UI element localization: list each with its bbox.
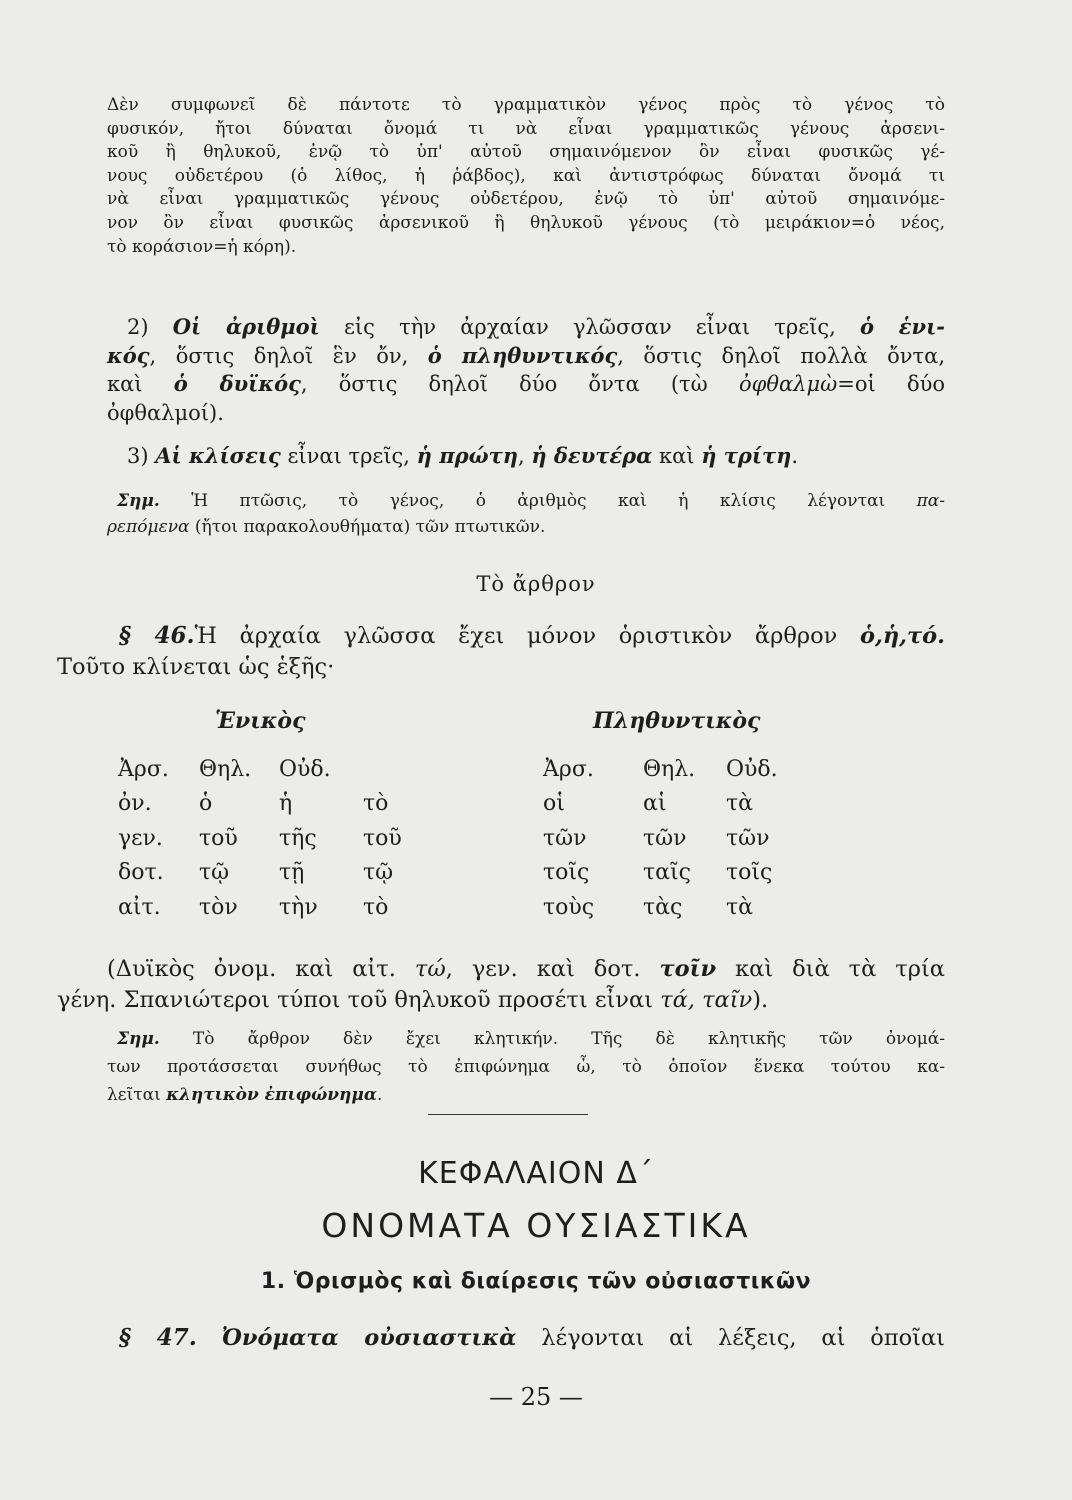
intro-line: νὰ εἶναι γραμματικῶς γένους οὐδετέρου, ἐνῷ τὸ ὑπ' αὐτοῦ σημαινόμε- (107, 189, 945, 210)
vocative-interjection-term: κλητικὸν ἐπιφώνημα (166, 1085, 377, 1105)
gender-header: Οὐδ. (279, 756, 331, 782)
section-46 (57, 620, 945, 683)
note2-l3-text: λεῖται (107, 1085, 167, 1105)
note-1 (107, 488, 945, 540)
dual-line-1 (57, 954, 945, 985)
form-cell: τὴν (279, 894, 318, 920)
subsection-heading: 1. Ὁρισμὸς καὶ διαίρεσις τῶν οὐσιαστικῶν (260, 1269, 812, 1294)
note2-line-3 (107, 1081, 945, 1109)
intro-line: φυσικόν, ἤτοι δύναται ὄνομά τι νὰ εἶναι γραμματικῶς γένους ἀρσενι- (107, 118, 945, 139)
intro-line: νους οὐδετέρου (ὁ λίθος, ἡ ῥάβδος), καὶ ἀντιστρόφως δύναται ὄνομά τι (107, 165, 945, 186)
numbers-line-2 (107, 342, 945, 371)
form-cell: τῶν (543, 825, 587, 851)
declensions-term: Αἱ κλίσεις (155, 443, 281, 468)
section47-line-1 (107, 1322, 945, 1354)
table-header-row (118, 752, 806, 787)
note1-l2-it: ρεπόμενα (107, 517, 190, 537)
note1-l1-text: Ἡ πτῶσις, τὸ γένος, ὁ ἀριθμὸς καὶ ἡ κλίσις λέγονται (159, 491, 917, 511)
decl-and: καὶ (652, 444, 702, 468)
numbers-l2-mid2: , ὅστις δηλοῖ πολλὰ ὄντα, (617, 343, 945, 368)
numbers-l3-post: =οἱ δύο (837, 372, 945, 396)
form-cell: τοῖς (726, 860, 773, 886)
form-cell: τῆς (279, 825, 317, 851)
form-cell: τῷ (363, 860, 394, 886)
article-heading: Τὸ ἄρθρον (476, 572, 596, 596)
dual-l1-text: (Δυϊκὸς ὀνομ. καὶ αἰτ. (107, 956, 415, 982)
dual-form-1: τώ (414, 956, 446, 982)
dual-l1-text2: , γεν. καὶ δοτ. (445, 956, 660, 982)
form-cell: τὸ (363, 894, 389, 920)
form-cell: τὸ (363, 791, 389, 817)
third-declension: ἡ τρίτη (701, 443, 792, 468)
numbers-line-4: ὀφθαλμοί). (107, 400, 224, 425)
gender-header: Ἀρσ. (118, 756, 169, 782)
gender-header: Θηλ. (199, 756, 252, 782)
form-cell: τοῦ (363, 825, 402, 851)
chapter-title: ΟΝΟΜΑΤΑ ΟΥΣΙΑΣΤΙΚΑ (321, 1206, 751, 1245)
form-cell: τὰ (726, 894, 754, 920)
case-label: αἰτ. (118, 894, 161, 920)
dual-example: ὀφθαλμὼ (739, 372, 838, 396)
form-cell: τοῦ (199, 825, 238, 851)
article-declension-table (118, 752, 806, 925)
form-cell: τὰ (726, 791, 754, 817)
rare-forms: τά, ταῖν (660, 987, 753, 1013)
form-cell: τῇ (279, 860, 305, 886)
decl-pre: 3) (127, 444, 156, 468)
numbers-line-3 (107, 370, 945, 399)
note1-l2-text: (ἤτοι παρακολουθήματα) τῶν πτωτικῶν. (189, 517, 546, 537)
form-cell: τοὺς (543, 894, 595, 920)
dual-l1-text3: καὶ διὰ τὰ τρία (716, 956, 945, 982)
dual-paragraph (57, 954, 945, 1016)
intro-line: κοῦ ἢ θηλυκοῦ, ἐνῷ τὸ ὑπ' αὐτοῦ σημαινόμενον ὂν εἶναι φυσικῶς γέ- (107, 142, 945, 163)
dual-term: ὁ δυϊκός (173, 371, 301, 396)
form-cell: αἱ (643, 791, 667, 817)
numbers-term: Οἱ ἀριθμοὶ (172, 314, 320, 339)
note1-line-2 (107, 514, 945, 540)
section46-line-1 (107, 620, 945, 652)
form-cell: οἱ (543, 791, 565, 817)
chapter-label: ΚΕΦΑΛΑΙΟΝ Δ΄ (418, 1156, 654, 1191)
numbers-l2-mid1: , ὅστις δηλοῖ ἓν ὄν, (149, 343, 428, 368)
note1-l1-it: πα- (916, 491, 945, 511)
table-row (118, 890, 806, 925)
dual-l2-text: γένη. Σπανιώτεροι τύποι τοῦ θηλυκοῦ προσέτι εἶναι (57, 987, 661, 1013)
numbers-l1-post: εἰς τὴν ἀρχαίαν γλῶσσαν εἶναι τρεῖς, (319, 315, 860, 339)
page-number: — 25 — (489, 1383, 583, 1411)
dual-form-2: τοῖν (659, 956, 717, 982)
note2-line-1 (107, 1025, 945, 1053)
gender-header: Θηλ. (643, 756, 696, 782)
section47-text: λέγονται αἱ λέξεις, αἱ ὁποῖαι (516, 1325, 945, 1351)
note1-line-1 (107, 488, 945, 514)
numbers-l3-pre: καὶ (107, 372, 174, 396)
form-cell: τοῖς (543, 860, 590, 886)
section46-line-2: Τοῦτο κλίνεται ὡς ἑξῆς· (57, 654, 335, 680)
singular-term: ὁ ἑνι- (859, 314, 945, 339)
declensions-paragraph (107, 442, 945, 471)
form-cell: τῶν (643, 825, 687, 851)
form-cell: ἡ (279, 791, 293, 817)
table-row (118, 856, 806, 891)
plural-term: ὁ πληθυντικός (427, 342, 618, 368)
form-cell: τῷ (199, 860, 230, 886)
singular-header: Ἑνικὸς (215, 708, 306, 734)
form-cell: ὁ (199, 791, 213, 817)
dual-l2-end: ). (752, 987, 769, 1013)
form-cell: τὸν (199, 894, 238, 920)
note2-l3-end: . (376, 1085, 383, 1105)
numbers-line-1 (107, 313, 945, 342)
numbers-paragraph (107, 313, 945, 427)
intro-line: νον ὂν εἶναι φυσικῶς ἀρσενικοῦ ἢ θηλυκοῦ γένους (τὸ μειράκιον=ὁ νέος, (107, 212, 945, 233)
decl-mid: εἶναι τρεῖς, (280, 444, 417, 468)
form-cell: τῶν (726, 825, 770, 851)
note-label: Σημ. (117, 1029, 160, 1049)
decl-end: . (791, 444, 799, 468)
section46-text: Ἡ ἀρχαία γλῶσσα ἔχει μόνον ὁριστικὸν ἄρθρον (194, 623, 860, 649)
intro-line: Δὲν συμφωνεῖ δὲ πάντοτε τὸ γραμματικὸν γένος πρὸς τὸ γένος τὸ (107, 95, 945, 115)
dual-line-2 (57, 985, 945, 1016)
intro-paragraph (107, 94, 945, 259)
case-label: γεν. (118, 825, 163, 851)
note2-l1-text: Τὸ ἄρθρον δὲν ἔχει κλητικήν. Τῆς δὲ κλητικῆς τῶν ὀνομά- (159, 1029, 945, 1049)
nouns-term: Ὀνόματα οὐσιαστικὰ (221, 1325, 517, 1351)
form-cell: τὰς (643, 894, 683, 920)
plural-header: Πληθυντικὸς (593, 708, 761, 734)
intro-line: τὸ κοράσιον=ἡ κόρη). (107, 236, 297, 257)
note2-line-2: των προτάσσεται συνήθως τὸ ἐπιφώνημα ὦ, τὸ ὁποῖον ἕνεκα τούτου κα- (107, 1057, 945, 1077)
table-row (118, 821, 806, 856)
note-label: Σημ. (117, 491, 160, 511)
numbers-l1-pre: 2) (127, 315, 173, 339)
article-forms: ὁ,ἡ,τό. (859, 623, 945, 649)
first-declension: ἡ πρώτη (416, 443, 518, 468)
form-cell: ταῖς (643, 860, 691, 886)
gender-header: Ἀρσ. (543, 756, 594, 782)
case-label: ὀν. (118, 791, 152, 817)
case-label: δοτ. (118, 860, 164, 886)
section-number: § 46. (119, 622, 195, 649)
note-2 (107, 1025, 945, 1109)
section-47 (107, 1322, 945, 1354)
chapter-divider (428, 1114, 588, 1115)
gender-header: Οὐδ. (726, 756, 778, 782)
decl-sep: , (517, 444, 532, 468)
numbers-l3-mid: , ὅστις δηλοῖ δύο ὄντα (τὼ (300, 372, 739, 396)
table-row (118, 787, 806, 822)
second-declension: ἡ δευτέρα (531, 443, 653, 468)
singular-term-end: κός (107, 342, 150, 368)
section-number: § 47. (119, 1324, 197, 1351)
